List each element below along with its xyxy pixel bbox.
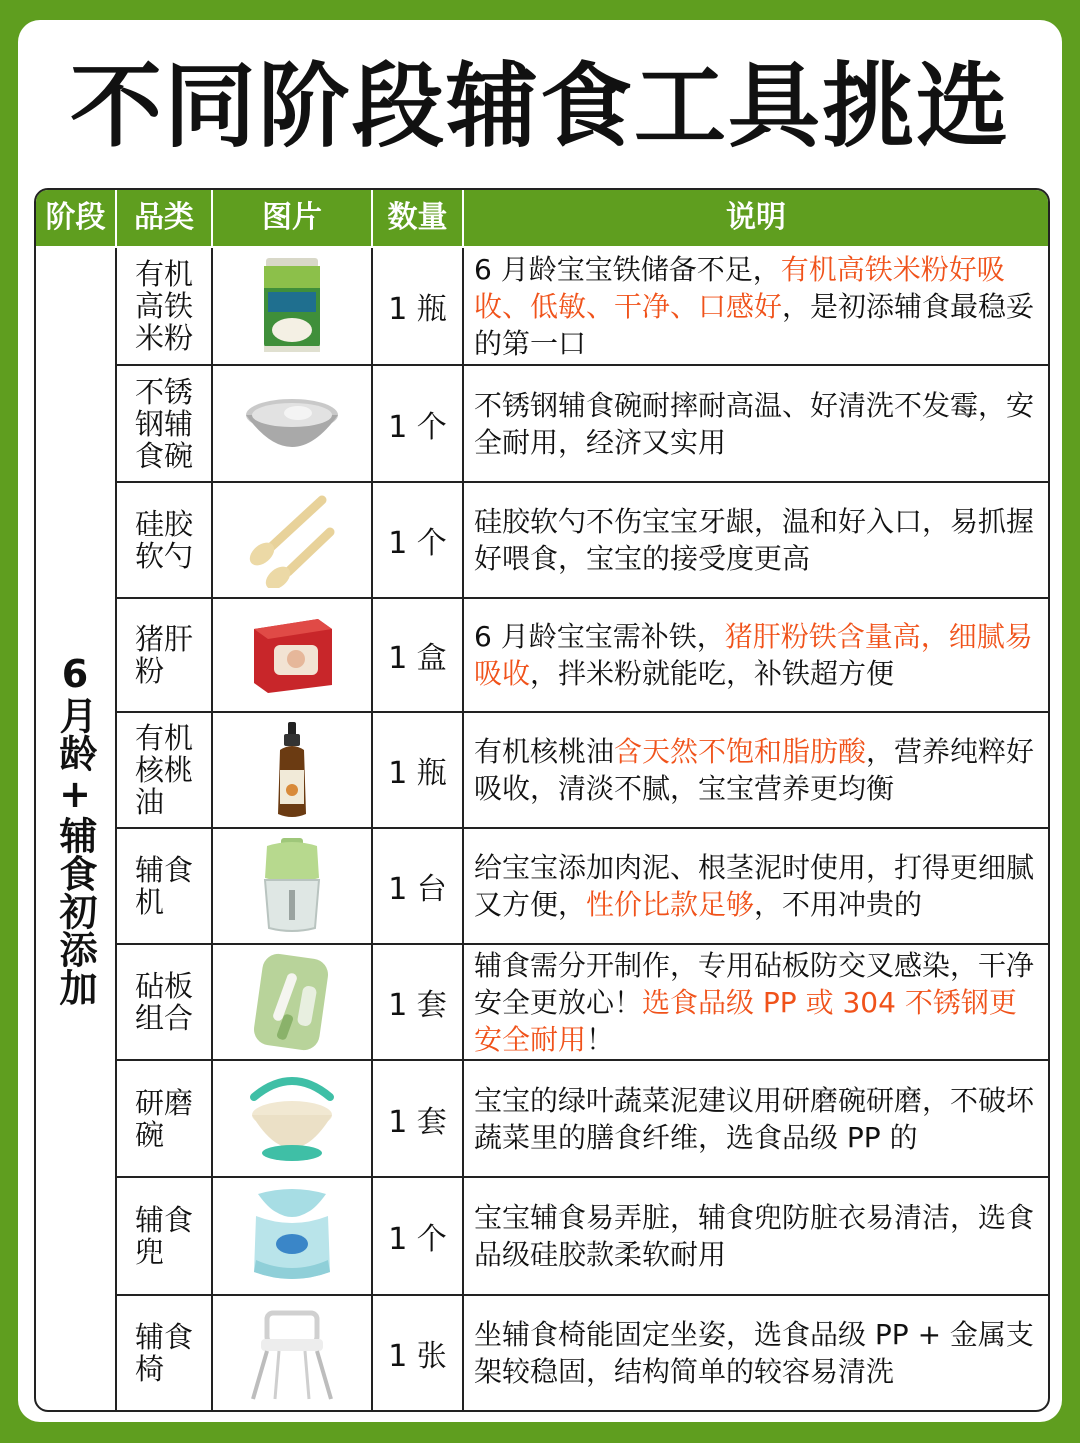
product-image xyxy=(213,1061,373,1176)
quantity: 1 个 xyxy=(373,1178,464,1294)
quantity: 1 台 xyxy=(373,829,464,943)
tools-table xyxy=(34,188,1050,1412)
product-image xyxy=(213,1296,373,1410)
product-image xyxy=(213,248,373,364)
liver-powder-box-icon xyxy=(248,615,336,695)
category-label: 辅食机 xyxy=(135,853,194,919)
description: 坐辅食椅能固定坐姿，选食品级 PP + 金属支架较稳固，结构简单的较容易清洗 xyxy=(474,1318,1034,1388)
description: 宝宝辅食易弄脏，辅食兜防脏衣易清洁，选食品级硅胶款柔软耐用 xyxy=(474,1201,1035,1271)
product-image xyxy=(213,1178,373,1294)
description: 6 月龄宝宝需补铁，猪肝粉铁含量高，细腻易吸收，拌米粉就能吃，补铁超方便 xyxy=(474,620,1033,690)
description: 辅食需分开制作，专用砧板防交叉感染，干净安全更放心！选食品级 PP 或 304 不锈钢更安全耐用！ xyxy=(474,948,1035,1056)
quantity: 1 个 xyxy=(373,483,464,597)
table-row xyxy=(117,366,1048,483)
walnut-oil-bottle-icon xyxy=(270,720,314,820)
table-row xyxy=(117,1296,1048,1410)
category-label: 有机核桃油 xyxy=(135,721,194,819)
description: 有机核桃油含天然不饱和脂肪酸，营养纯粹好吸收，清淡不腻，宝宝营养更均衡 xyxy=(474,735,1035,805)
header-category: 品类 xyxy=(117,190,213,246)
category-label: 硅胶软勺 xyxy=(135,507,194,573)
grinding-bowl-icon xyxy=(240,1071,344,1167)
rice-cereal-can-icon xyxy=(262,256,322,356)
high-chair-icon xyxy=(247,1303,337,1403)
header-stage: 阶段 xyxy=(36,190,117,246)
description: 宝宝的绿叶蔬菜泥建议用研磨碗研磨，不破坏蔬菜里的膳食纤维，选食品级 PP 的 xyxy=(474,1083,1035,1154)
table-row xyxy=(117,1061,1048,1178)
quantity: 1 盒 xyxy=(373,599,464,711)
food-processor-icon xyxy=(259,836,325,936)
description: 6 月龄宝宝铁储备不足，有机高铁米粉好吸收、低敏、干净、口感好，是初添辅食最稳妥的第一口 xyxy=(474,252,1035,360)
table-row xyxy=(117,248,1048,366)
header-description: 说明 xyxy=(726,200,786,235)
page-title: 不同阶段辅食工具挑选 xyxy=(69,53,1010,160)
product-image xyxy=(213,829,373,943)
cutting-board-set-icon xyxy=(250,952,334,1052)
stage-label: 6月龄+辅食初添加 xyxy=(53,652,97,1006)
category-label: 不锈钢辅食碗 xyxy=(135,374,194,473)
category-label: 砧板组合 xyxy=(135,969,194,1035)
silicone-spoon-icon xyxy=(242,492,342,588)
category-label: 有机高铁米粉 xyxy=(135,257,194,355)
table-row xyxy=(117,713,1048,829)
table-row xyxy=(117,599,1048,713)
description: 给宝宝添加肉泥、根茎泥时使用，打得更细腻又方便，性价比款足够，不用冲贵的 xyxy=(474,851,1035,921)
table-header xyxy=(36,190,1048,246)
quantity: 1 套 xyxy=(373,1061,464,1176)
description: 硅胶软勺不伤宝宝牙龈，温和好入口，易抓握好喂食，宝宝的接受度更高 xyxy=(474,505,1035,575)
description: 不锈钢辅食碗耐摔耐高温、好清洗不发霉，安全耐用，经济又实用 xyxy=(474,388,1035,459)
baby-bib-icon xyxy=(250,1186,334,1286)
header-image: 图片 xyxy=(213,190,373,246)
product-image xyxy=(213,483,373,597)
table-row xyxy=(117,483,1048,599)
product-image xyxy=(213,599,373,711)
product-image xyxy=(213,713,373,827)
table-row xyxy=(117,1178,1048,1296)
product-image xyxy=(213,366,373,481)
product-image xyxy=(213,945,373,1059)
quantity: 1 瓶 xyxy=(373,248,464,364)
category-label: 辅食兜 xyxy=(135,1203,194,1269)
quantity: 1 个 xyxy=(373,366,464,481)
category-label: 猪肝粉 xyxy=(135,622,194,688)
table-row xyxy=(117,829,1048,945)
stage-cell xyxy=(36,248,117,1410)
quantity: 1 套 xyxy=(373,945,464,1059)
quantity: 1 瓶 xyxy=(373,713,464,827)
steel-bowl-icon xyxy=(242,389,342,459)
header-quantity: 数量 xyxy=(373,190,464,246)
category-label: 辅食椅 xyxy=(135,1320,194,1386)
category-label: 研磨碗 xyxy=(135,1085,194,1152)
table-row xyxy=(117,945,1048,1061)
quantity: 1 张 xyxy=(373,1296,464,1410)
